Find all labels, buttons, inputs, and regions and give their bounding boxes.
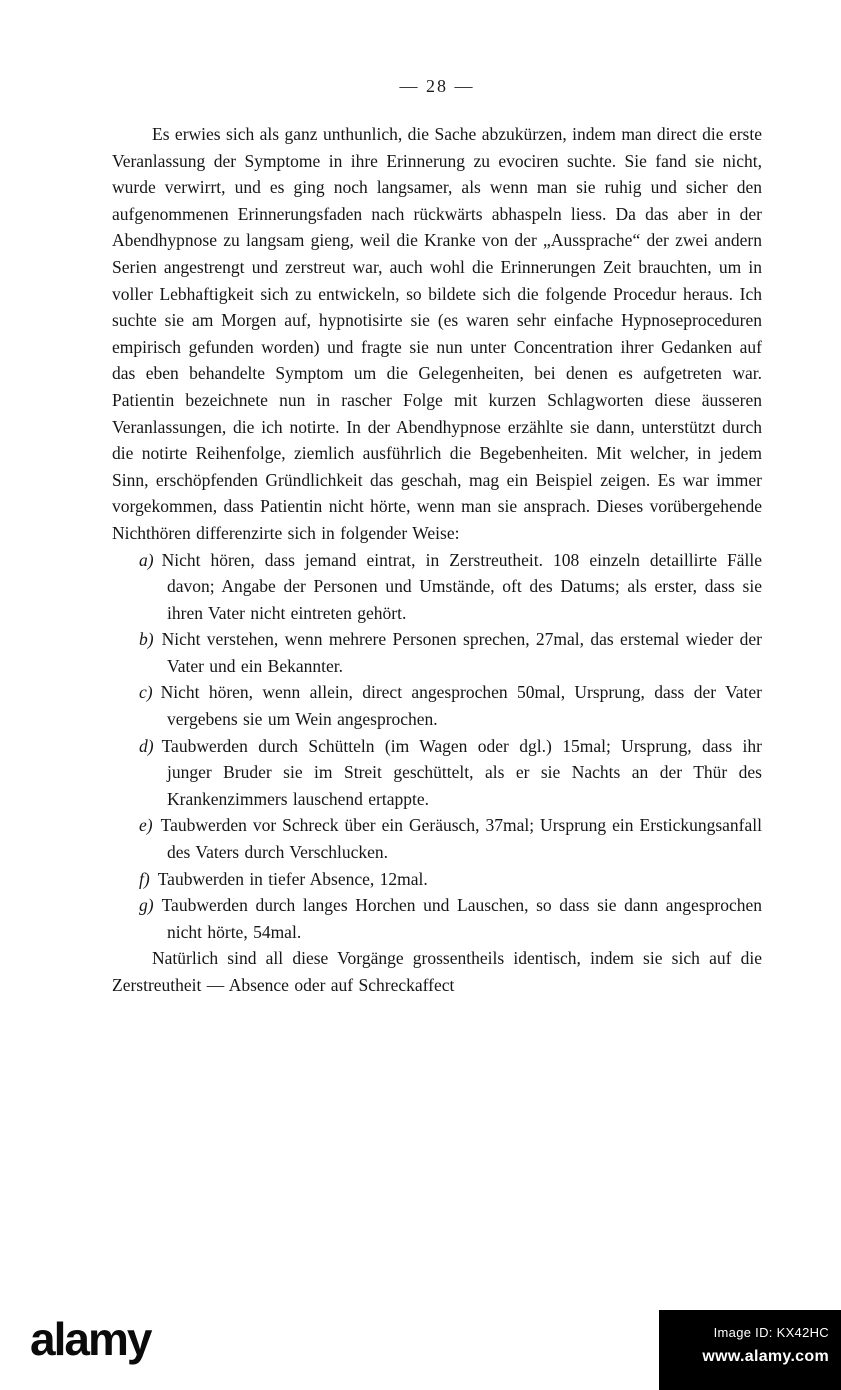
list-marker: b) [139, 629, 154, 650]
list-item-text: Taubwerden vor Schreck über ein Geräusch, 37mal; Ursprung ein Erstickungsanfall des Vaters durch Verschlucken. [160, 815, 762, 863]
list-marker: g) [139, 895, 154, 916]
alamy-url-text: www.alamy.com [702, 1348, 829, 1365]
page-text-block [112, 76, 762, 999]
symptom-list [112, 547, 762, 946]
list-item [112, 547, 762, 627]
list-item [112, 866, 762, 893]
list-item [112, 679, 762, 732]
list-marker: a) [139, 549, 154, 570]
list-item-text: Nicht verstehen, wenn mehrere Personen sprechen, 27mal, das erstemal wieder der Vater und ein Bekannter. [161, 629, 762, 676]
list-marker: c) [139, 682, 153, 703]
list-marker: e) [139, 815, 153, 836]
list-item-text: Taubwerden durch Schütteln (im Wagen oder dgl.) 15mal; Ursprung, dass ihr junger Bruder sie im Streit geschüttelt, als er sie Nachts an der Thür des Krankenzimmers lauschend ertappte. [161, 735, 762, 809]
list-marker: d) [139, 735, 154, 756]
list-item [112, 892, 762, 945]
closing-paragraph: Natürlich sind all diese Vorgänge grossentheils identisch, indem sie sich auf die Zerstreutheit — Absence oder auf Schreckaffect [112, 948, 762, 995]
list-item-text: Nicht hören, wenn allein, direct angesprochen 50mal, Ursprung, dass der Vater vergebens sie um Wein angesprochen. [160, 682, 762, 730]
page-number: — 28 — [399, 76, 475, 96]
list-item [112, 733, 762, 813]
list-item [112, 812, 762, 865]
list-item-text: Taubwerden in tiefer Absence, 12mal. [157, 868, 428, 889]
intro-paragraph: Es erwies sich als ganz unthunlich, die Sache abzukürzen, indem man direct die erste Veranlassung der Symptome in ihre Erinnerung zu evociren suchte. Sie fand sie nicht, wurde verwirrt, und es ging noch langsamer, als wenn man sie ruhig und sicher den aufgenommenen Erinnerungsfaden nach rückwärts abhaspeln liess. Da das aber in der Abendhypnose zu langsam gieng, weil die Kranke von der „Aussprache“ der zwei andern Serien angestrengt und zerstreut war, auch wohl die Erinnerungen Zeit brauchten, um in voller Lebhaftigkeit sich zu entwickeln, so bildete sich die folgende Procedur heraus. Ich suchte sie am Morgen auf, hypnotisirte sie (es waren sehr einfache Hypnoseproceduren empirisch gefunden worden) und fragte sie nun unter Concentration ihrer Gedanken auf das eben behandelte Symptom um die Gelegenheiten, bei denen es aufgetreten war. Patientin bezeichnete nun in rascher Folge mit kurzen Schlagworten diese äusseren Veranlassungen, die ich notirte. In der Abendhypnose erzählte sie dann, unterstützt durch die notirte Reihenfolge, ziemlich ausführlich die Begebenheiten. Mit welcher, in jedem Sinn, erschöpfenden Gründlichkeit das geschah, mag ein Beispiel zeigen. Es war immer vorgekommen, dass Patientin nicht hörte, wenn man sie ansprach. Dieses vorübergehende Nichthören differenzirte sich in folgender Weise: [112, 124, 762, 543]
list-marker: f) [139, 868, 150, 889]
image-id-text: Image ID: KX42HC [713, 1325, 829, 1340]
list-item [112, 626, 762, 679]
list-item-text: Nicht hören, dass jemand eintrat, in Zerstreutheit. 108 einzeln detaillirte Fälle davon; Angabe der Personen und Umstände, oft des Datums; als erster, dass sie ihren Vater nicht eintreten gehört. [161, 549, 762, 623]
watermark-info-box [659, 1310, 841, 1390]
list-item-text: Taubwerden durch langes Horchen und Lauschen, so dass sie dann angesprochen nicht hörte, 54mal. [161, 895, 762, 942]
alamy-logo: alamy [30, 1313, 151, 1365]
